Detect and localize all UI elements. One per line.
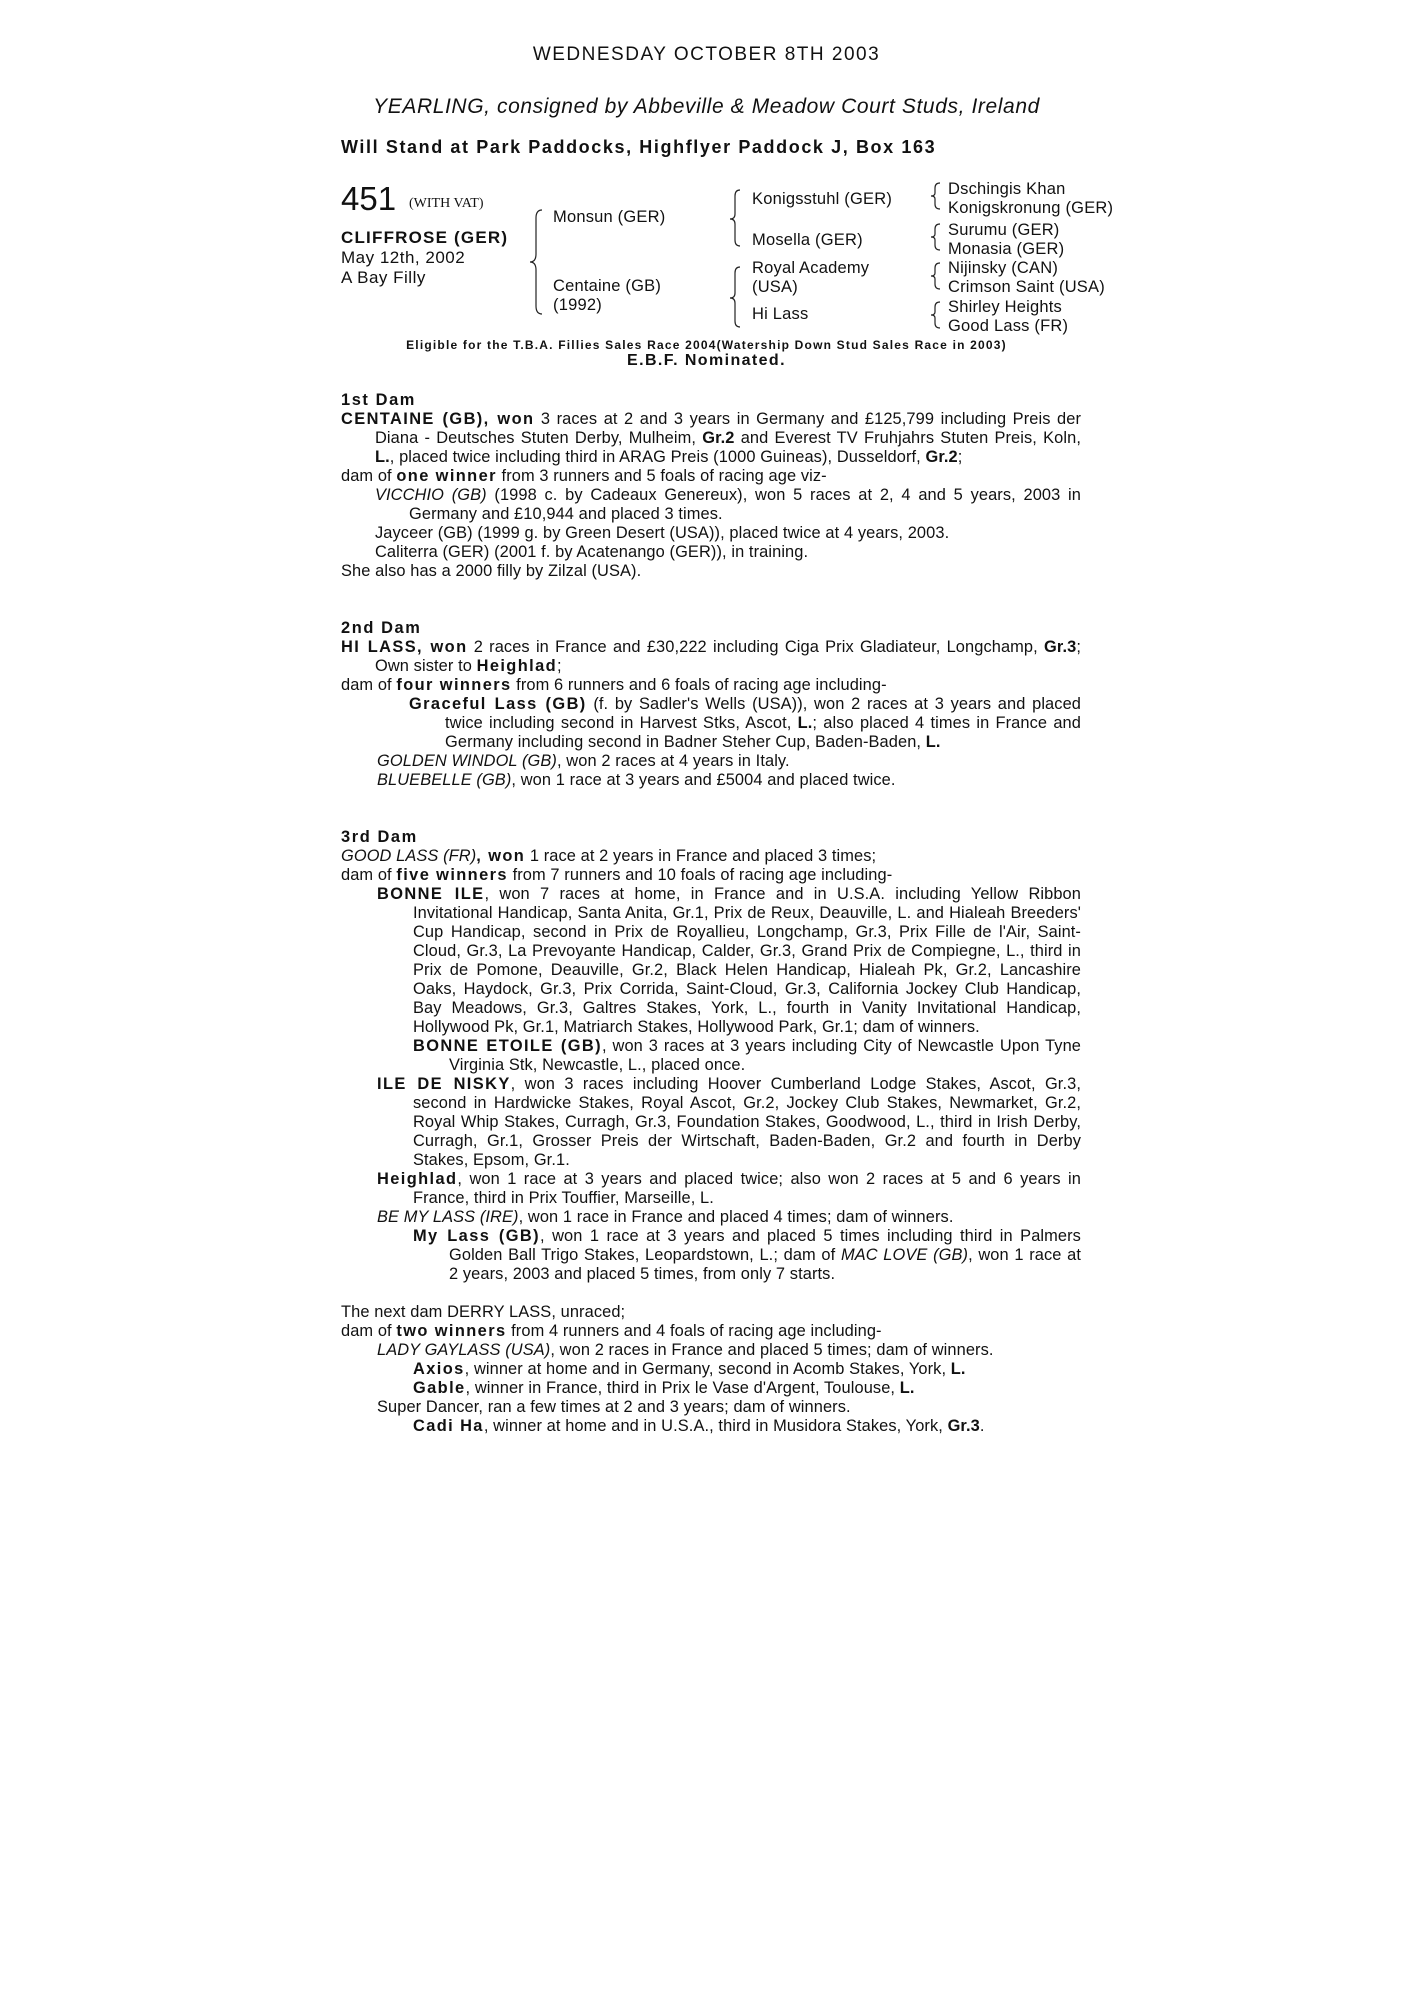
pedigree-ddd: Good Lass (FR) bbox=[948, 317, 1069, 335]
first-dam-record bbox=[341, 410, 1081, 467]
produce-text: ; also placed 4 times in France and Germany including second in Badner Steher Cup, Baden-Baden, bbox=[445, 714, 1081, 751]
first-dam-heading: 1st Dam bbox=[341, 391, 416, 409]
pedigree-brace-dam bbox=[728, 265, 744, 331]
consignment-line: YEARLING, consigned by Abbeville & Meadow Court Studs, Ireland bbox=[373, 95, 1040, 118]
record-text: and Everest TV Fruhjahrs Stuten Preis, Koln, bbox=[734, 429, 1082, 447]
third-dam-record bbox=[341, 847, 1081, 866]
produce-text: , winner in France, third in Prix le Vase d'Argent, Toulouse, bbox=[465, 1379, 900, 1397]
pedigree-sss: Dschingis Khan bbox=[948, 180, 1066, 198]
produce-text: , won 2 races at 4 years in Italy. bbox=[557, 752, 790, 770]
produce-my-lass bbox=[341, 1227, 1081, 1284]
produce-jayceer: Jayceer (GB) (1999 g. by Green Desert (USA)), placed twice at 4 years, 2003. bbox=[375, 524, 950, 542]
pedigree-sire: Monsun (GER) bbox=[553, 208, 666, 226]
stand-location: Will Stand at Park Paddocks, Highflyer Paddock J, Box 163 bbox=[341, 137, 937, 157]
eligibility-note: Eligible for the T.B.A. Fillies Sales Race 2004(Watership Down Stud Sales Race in 2003) bbox=[406, 338, 1007, 352]
pedigree-sds: Surumu (GER) bbox=[948, 221, 1060, 239]
grade-label: Gr.3 bbox=[1044, 638, 1077, 656]
produce-name: Graceful Lass (GB) bbox=[409, 695, 587, 713]
produce-name: BE MY LASS (IRE) bbox=[377, 1208, 519, 1226]
produce-name: Cadi Ha bbox=[413, 1417, 484, 1435]
listed-label: L. bbox=[899, 1379, 915, 1397]
third-dam-name: GOOD LASS (FR) bbox=[341, 847, 477, 865]
produce-graceful-lass bbox=[341, 695, 1081, 752]
listed-label: L. bbox=[375, 448, 390, 466]
record-text: 2 races in France and £30,222 including Ciga Prix Gladiateur, Longchamp, bbox=[467, 638, 1045, 656]
produce-text: , winner at home and in U.S.A., third in Musidora Stakes, York, bbox=[483, 1417, 948, 1435]
summary-text: from 7 runners and 10 foals of racing age including- bbox=[507, 866, 893, 884]
first-dam-name: CENTAINE (GB) bbox=[341, 410, 484, 428]
summary-text: dam of bbox=[341, 467, 397, 485]
sister-name: Heighlad bbox=[476, 657, 558, 675]
third-dam-produce-summary bbox=[341, 866, 1081, 885]
grade-label: Gr.2 bbox=[702, 429, 735, 447]
produce-name: My Lass (GB) bbox=[413, 1227, 541, 1245]
produce-bonne-etoile bbox=[341, 1037, 1081, 1075]
horse-description: A Bay Filly bbox=[341, 268, 426, 287]
second-dam-produce-summary bbox=[341, 676, 1081, 695]
summary-text: dam of bbox=[341, 1322, 397, 1340]
produce-text: , won 3 races at 3 years including City of Newcastle Upon Tyne Virginia Stk, Newcastle, L., placed once. bbox=[449, 1037, 1082, 1074]
summary-text: from 6 runners and 6 foals of racing age including- bbox=[511, 676, 887, 694]
winners-count: four winners bbox=[396, 676, 512, 694]
pedigree-brace-ss bbox=[929, 182, 943, 210]
record-text: 1 race at 2 years in France and placed 3 times; bbox=[525, 847, 877, 865]
produce-name: MAC LOVE (GB) bbox=[840, 1246, 969, 1264]
pedigree-dds: Shirley Heights bbox=[948, 298, 1062, 316]
produce-caliterra: Caliterra (GER) (2001 f. by Acatenango (GER)), in training. bbox=[375, 543, 809, 561]
produce-lady-gaylass bbox=[341, 1341, 1081, 1360]
produce-name: GOLDEN WINDOL (GB) bbox=[377, 752, 557, 770]
produce-name: Heighlad bbox=[377, 1170, 458, 1188]
pedigree-brace-gen1 bbox=[528, 208, 552, 318]
produce-text: , won 1 race in France and placed 4 times; dam of winners. bbox=[518, 1208, 954, 1226]
grade-label: Gr.3 bbox=[947, 1417, 980, 1435]
pedigree-ssd: Konigskronung (GER) bbox=[948, 199, 1114, 217]
produce-name: BONNE ETOILE (GB) bbox=[413, 1037, 602, 1055]
pedigree-sire-dam: Mosella (GER) bbox=[752, 231, 863, 249]
pedigree-dam: Centaine (GB) bbox=[553, 277, 662, 295]
produce-text: , won 1 race at 3 years and placed 5 times including third in Palmers Golden Ball Trigo Stakes, Leopardstown, L.; dam of bbox=[449, 1227, 1081, 1264]
record-text: ; Own sister to bbox=[375, 638, 1081, 675]
grade-label: Gr.2 bbox=[925, 448, 958, 466]
pedigree-sdd: Monasia (GER) bbox=[948, 240, 1065, 258]
produce-text: (1998 c. by Cadeaux Genereux), won 5 races at 2, 4 and 5 years, 2003 in Germany and £10,944 and placed 3 times. bbox=[409, 486, 1082, 523]
listed-label: L. bbox=[797, 714, 813, 732]
produce-ile-de-nisky bbox=[341, 1075, 1081, 1170]
produce-name: Axios bbox=[413, 1360, 465, 1378]
summary-text: from 3 runners and 5 foals of racing age viz- bbox=[496, 467, 827, 485]
produce-heighlad bbox=[341, 1170, 1081, 1208]
pedigree-dam-dam: Hi Lass bbox=[752, 305, 809, 323]
sale-date: WEDNESDAY OCTOBER 8TH 2003 bbox=[532, 44, 881, 65]
produce-text: , won 7 races at home, in France and in U.S.A. including Yellow Ribbon Invitational Handicap, Santa Anita, Gr.1, Prix de Reux, Deauville, L. and Hialeah Breeders' Cup Handicap, second in Prix de Royallieu, Longchamp, Gr.3, Prix Fille de l'Air, Saint-Cloud, Gr.3, La Prevoyante Handicap, Calder, Gr.3, Grand Prix de Compiegne, L., third in Prix de Pomone, Deauville, Gr.2, Black Helen Handicap, Hialeah Pk, Gr.2, Lancashire Oaks, Haydock, Gr.3, Prix Corrida, Saint-Cloud, Gr.3, California Jockey Club Handicap, Bay Meadows, Gr.3, Galtres Stakes, York, L., fourth in Vanity Invitational Handicap, Hollywood Pk, Gr.1, Matriarch Stakes, Hollywood Park, Gr.1; dam of winners. bbox=[413, 885, 1081, 1036]
pedigree-brace-ds bbox=[929, 262, 943, 290]
produce-text: (f. by Sadler's Wells (USA)), won 2 races at 3 years and placed twice including second in Harvest Stks, Ascot, bbox=[445, 695, 1081, 732]
produce-super-dancer: Super Dancer, ran a few times at 2 and 3 years; dam of winners. bbox=[377, 1398, 851, 1416]
first-dam-also: She also has a 2000 filly by Zilzal (USA). bbox=[341, 562, 642, 580]
pedigree-dam-sire: Royal Academy bbox=[752, 259, 870, 277]
record-text: ; bbox=[957, 448, 963, 466]
pedigree-brace-sire bbox=[728, 188, 744, 250]
produce-name: Gable bbox=[413, 1379, 466, 1397]
summary-text: dam of bbox=[341, 866, 397, 884]
first-dam-produce-summary bbox=[341, 467, 1081, 486]
second-dam-record bbox=[341, 638, 1081, 676]
pedigree-dam-sire-country: (USA) bbox=[752, 278, 798, 296]
produce-cadi-ha bbox=[341, 1417, 1081, 1436]
produce-axios bbox=[341, 1360, 1081, 1379]
produce-text: , won 1 race at 2 years, 2003 and placed 5 times, from only 7 starts. bbox=[449, 1246, 1081, 1283]
produce-name: BONNE ILE bbox=[377, 885, 485, 903]
vat-note: (WITH VAT) bbox=[409, 196, 484, 211]
produce-golden-windol bbox=[341, 752, 1081, 771]
produce-name: LADY GAYLASS (USA) bbox=[377, 1341, 551, 1359]
listed-label: L. bbox=[950, 1360, 966, 1378]
ebf-note: E.B.F. Nominated. bbox=[627, 352, 786, 369]
produce-text: , won 3 races including Hoover Cumberland Lodge Stakes, Ascot, Gr.3, second in Hardwicke Stakes, Royal Ascot, Gr.2, Jockey Club Stakes, Newmarket, Gr.2, Royal Whip Stakes, Curragh, Gr.3, Foundation Stakes, Goodwood, L., third in Irish Derby, Curragh, Gr.1, Grosser Preis der Wirtschaft, Baden-Baden, Gr.2 and fourth in Derby Stakes, Epsom, Gr.1. bbox=[413, 1075, 1081, 1169]
produce-be-my-lass bbox=[341, 1208, 1081, 1227]
horse-name: CLIFFROSE (GER) bbox=[341, 228, 509, 247]
pedigree-dam-year: (1992) bbox=[553, 296, 602, 314]
listed-label: L. bbox=[925, 733, 941, 751]
produce-text: , won 1 race at 3 years and £5004 and placed twice. bbox=[511, 771, 896, 789]
produce-text: , won 2 races in France and placed 5 times; dam of winners. bbox=[550, 1341, 994, 1359]
winners-count: five winners bbox=[396, 866, 508, 884]
produce-text: , winner at home and in Germany, second in Acomb Stakes, York, bbox=[464, 1360, 951, 1378]
second-dam-heading: 2nd Dam bbox=[341, 619, 422, 637]
produce-vicchio bbox=[341, 486, 1081, 524]
produce-text: , won 1 race at 3 years and placed twice; also won 2 races at 5 and 6 years in France, third in Prix Touffier, Marseille, L. bbox=[413, 1170, 1081, 1207]
produce-name: VICCHIO (GB) bbox=[375, 486, 487, 504]
next-dam-produce-summary bbox=[341, 1322, 1081, 1341]
pedigree-sire-sire: Konigsstuhl (GER) bbox=[752, 190, 893, 208]
pedigree-dsd: Crimson Saint (USA) bbox=[948, 278, 1105, 296]
summary-text: from 4 runners and 4 foals of racing age including- bbox=[506, 1322, 882, 1340]
won-label: , won bbox=[417, 638, 468, 656]
winners-count: two winners bbox=[396, 1322, 507, 1340]
third-dam-heading: 3rd Dam bbox=[341, 828, 418, 846]
produce-bluebelle bbox=[341, 771, 1081, 790]
winners-count: one winner bbox=[396, 467, 497, 485]
catalogue-body bbox=[341, 391, 1081, 1436]
lot-number: 451 bbox=[341, 180, 397, 217]
pedigree-dss: Nijinsky (CAN) bbox=[948, 259, 1059, 277]
summary-text: dam of bbox=[341, 676, 397, 694]
produce-text: . bbox=[979, 1417, 985, 1435]
second-dam-name: HI LASS bbox=[341, 638, 418, 656]
next-dam-intro: The next dam DERRY LASS, unraced; bbox=[341, 1303, 626, 1321]
produce-name: ILE DE NISKY bbox=[377, 1075, 511, 1093]
record-text: ; bbox=[557, 657, 562, 675]
record-text: , placed twice including third in ARAG Preis (1000 Guineas), Dusseldorf, bbox=[389, 448, 926, 466]
foaling-date: May 12th, 2002 bbox=[341, 248, 466, 267]
pedigree-brace-dd bbox=[929, 301, 943, 329]
won-label: , won bbox=[483, 410, 535, 428]
produce-name: BLUEBELLE (GB) bbox=[377, 771, 512, 789]
pedigree-brace-sd bbox=[929, 223, 943, 251]
produce-bonne-ile bbox=[341, 885, 1081, 1037]
won-label: , won bbox=[476, 847, 526, 865]
produce-gable bbox=[341, 1379, 1081, 1398]
record-text: 3 races at 2 and 3 years in Germany and £125,799 including Preis der Diana - Deutsches Stuten Derby, Mulheim, bbox=[375, 410, 1081, 447]
